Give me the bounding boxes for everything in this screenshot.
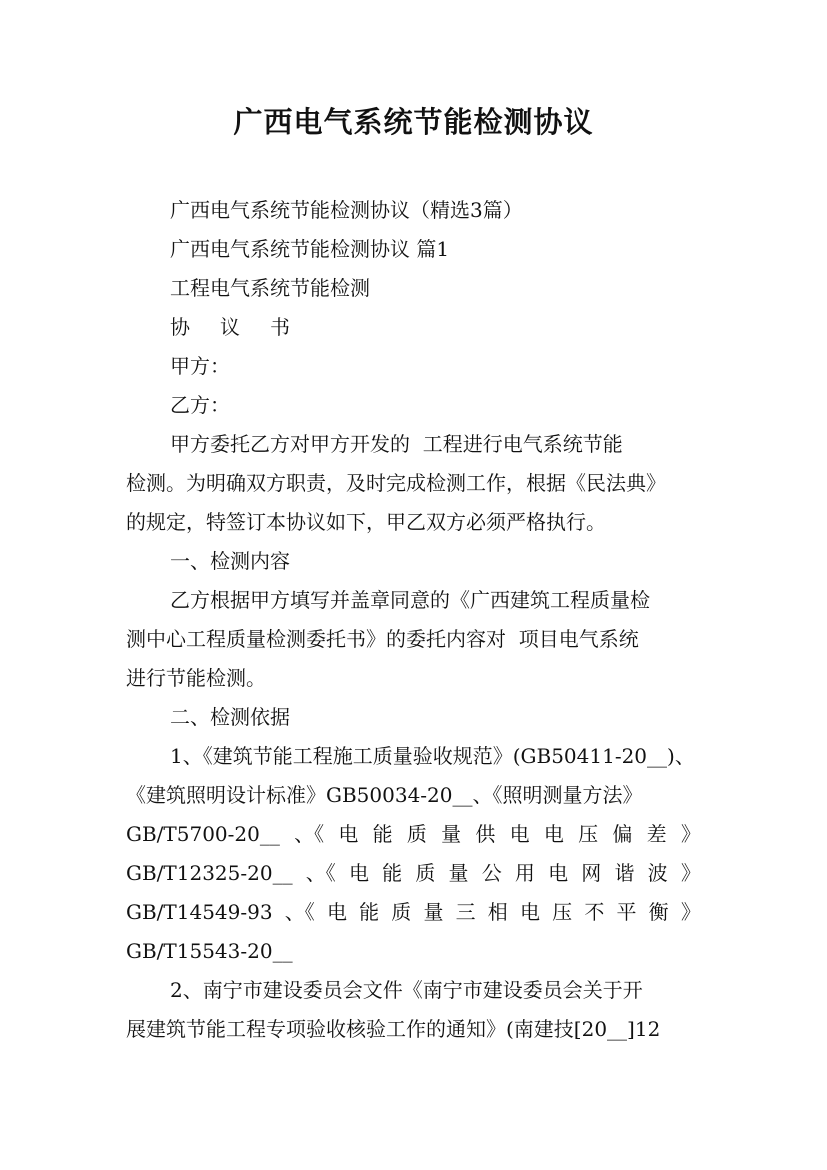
basis-justified-line bbox=[126, 859, 701, 887]
paragraph-line: 甲方委托乙方对甲方开发的 工程进行电气系统节能 bbox=[170, 432, 623, 456]
paragraph-line: 检测。为明确双方职责，及时完成检测工作，根据《民法典》 bbox=[126, 471, 666, 495]
basis-justified-line bbox=[126, 820, 701, 848]
text-token: 偏 bbox=[612, 822, 633, 846]
text-token: 供 bbox=[475, 822, 496, 846]
text-token: 质 bbox=[391, 900, 412, 924]
part-heading: 广西电气系统节能检测协议 篇1 bbox=[170, 237, 450, 261]
standard-code: GB/T5700-20__ bbox=[126, 822, 280, 846]
text-token: 能 bbox=[372, 822, 393, 846]
text-token: 、《 bbox=[284, 900, 315, 924]
text-token: 量 bbox=[448, 861, 469, 885]
text-token: 电 bbox=[338, 822, 359, 846]
basis-line: 展建筑节能工程专项验收核验工作的通知》(南建技[20__]12 bbox=[126, 1017, 661, 1041]
text-token: 质 bbox=[406, 822, 427, 846]
text-token: 量 bbox=[441, 822, 462, 846]
text-token: 压 bbox=[552, 900, 573, 924]
text-token: 三 bbox=[455, 900, 476, 924]
basis-line: 2、南宁市建设委员会文件《南宁市建设委员会关于开 bbox=[170, 978, 643, 1002]
text-token: 、《 bbox=[305, 861, 336, 885]
section-heading: 一、检测内容 bbox=[170, 549, 290, 573]
subtitle: 广西电气系统节能检测协议（精选3篇） bbox=[170, 198, 523, 222]
agreement-word bbox=[170, 313, 290, 341]
text-token: 用 bbox=[514, 861, 535, 885]
agreement-char: 议 bbox=[220, 315, 240, 339]
standard-code: GB/T14549-93 bbox=[126, 900, 273, 924]
party-b-label: 乙方： bbox=[170, 393, 230, 417]
text-token: 能 bbox=[359, 900, 380, 924]
agreement-char: 书 bbox=[270, 315, 290, 339]
project-line: 工程电气系统节能检测 bbox=[170, 276, 370, 300]
text-token: 相 bbox=[487, 900, 508, 924]
text-token: 不 bbox=[584, 900, 605, 924]
paragraph-line: 乙方根据甲方填写并盖章同意的《广西建筑工程质量检 bbox=[170, 588, 650, 612]
standard-code: GB/T12325-20__ bbox=[126, 861, 293, 885]
text-token: 》 bbox=[680, 822, 701, 846]
paragraph-line: 进行节能检测。 bbox=[126, 666, 266, 690]
text-token: 、《 bbox=[294, 822, 325, 846]
basis-line: GB/T15543-20__ bbox=[126, 939, 293, 963]
text-token: 压 bbox=[578, 822, 599, 846]
text-token: 电 bbox=[348, 861, 369, 885]
text-token: 电 bbox=[543, 822, 564, 846]
text-token: 量 bbox=[423, 900, 444, 924]
agreement-char: 协 bbox=[170, 315, 190, 339]
basis-justified-line bbox=[126, 898, 701, 926]
text-token: 衡 bbox=[648, 900, 669, 924]
basis-line: 1、《建筑节能工程施工质量验收规范》(GB50411-20__)、 bbox=[170, 744, 695, 768]
text-token: 能 bbox=[382, 861, 403, 885]
text-token: 波 bbox=[647, 861, 668, 885]
paragraph-line: 的规定，特签订本协议如下，甲乙双方必须严格执行。 bbox=[126, 510, 606, 534]
text-token: 》 bbox=[680, 861, 701, 885]
text-token: 电 bbox=[548, 861, 569, 885]
text-token: 公 bbox=[481, 861, 502, 885]
party-a-label: 甲方： bbox=[170, 354, 230, 378]
paragraph-line: 测中心工程质量检测委托书》的委托内容对 项目电气系统 bbox=[126, 627, 639, 651]
text-token: 质 bbox=[415, 861, 436, 885]
section-heading: 二、检测依据 bbox=[170, 705, 290, 729]
text-token: 差 bbox=[646, 822, 667, 846]
text-token: 谐 bbox=[614, 861, 635, 885]
text-token: 电 bbox=[519, 900, 540, 924]
text-token: 》 bbox=[680, 900, 701, 924]
text-token: 电 bbox=[326, 900, 347, 924]
basis-line: 《建筑照明设计标准》GB50034-20__、《照明测量方法》 bbox=[126, 783, 643, 807]
text-token: 网 bbox=[581, 861, 602, 885]
document-title: 广西电气系统节能检测协议 bbox=[233, 105, 594, 139]
text-token: 平 bbox=[616, 900, 637, 924]
text-token: 电 bbox=[509, 822, 530, 846]
